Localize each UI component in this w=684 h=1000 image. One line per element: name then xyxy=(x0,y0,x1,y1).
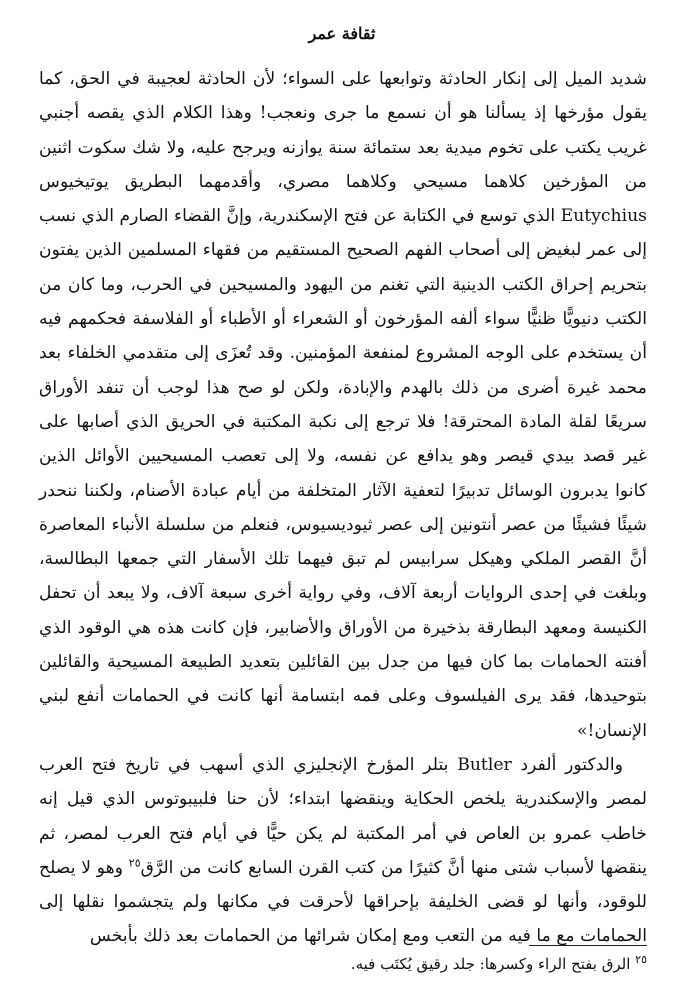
footnote-text: الرق بفتح الراء وكسرها: جلد رقيق يُكتَب فيه. xyxy=(350,955,636,973)
paragraph-1: شديد الميل إلى إنكار الحادثة وتوابعها على السواء؛ لأن الحادثة لعجيبة في الحق، كما يقول مؤرخها إذ يسألنا هو أن نسمع ما جرى ونعجب! وهذا الكلام الذي يقصه أجنبي غريب يكتب على تخوم ميدية بعد ستمائة سنة يوازنه ويرجح عليه، ولا شك سكوت اثنين من المؤرخين كلاهما مسيحي وكلاهما مصري، وأقدمهما البطريق يوتيخيوس Eutychius الذي توسع في الكتابة عن فتح الإسكندرية، وإنَّ القضاء الصارم الذي نسب إلى عمر لبغيض إلى أصحاب الفهم الصحيح المستقيم من فقهاء المسلمين الذين يفتون بتحريم إحراق الكتب الدينية التي تغنم من اليهود والمسيحين في الحرب، وما كان من الكتب دنيويًّا ظنيًّا سواء ألفه المؤرخون أو الشعراء أو الأطباء أو الفلاسفة فحكمهم فيه أن يستخدم على الوجه المشروع لمنفعة المؤمنين. وقد تُعزَى إلى متقدمي الخلفاء بعد محمد غيرة أضرى من ذلك بالهدم والإبادة، ولكن لو صح هذا لوجب أن تنفد الأوراق سريعًا لقلة المادة المحترقة! فلا ترجع إلى نكبة المكتبة في الحريق الذي أصابها على غير قصد بيدي قيصر وهو يدافع عن نفسه، ولا إلى تعصب المسيحيين الأوائل الذين كانوا يدبرون الوسائل تدبيرًا لتعفية الآثار المتخلفة من أيام عبادة الأصنام، ولكننا ننحدر شيئًا فشيئًا من عصر أنتونين إلى عصر ثيوديسيوس، فنعلم من سلسلة الأنباء المعاصرة أنَّ القصر الملكي وهيكل سرابيس لم تبق فيهما تلك الأسفار التي جمعها البطالسة، وبلغت في إحدى الروايات أربعة آلاف، وفي رواية أخرى سبعة آلاف، ولا يبعد أن تحفل الكنيسة ومعهد البطارقة بذخيرة من الأوراق والأضابير، فإن كانت هذه هي الوقود الذي أفنته الحمامات بما كان فيها من جدل بين القائلين بتعديد الطبيعة المسيحية والقائلين بتوحيدها، فقد يرى الفيلسوف وعلى فمه ابتسامة أنها كانت في الحمامات أنفع لبني الإنسان!» xyxy=(39,69,647,741)
footnote xyxy=(39,953,647,975)
footnote-reference: ٢٥ xyxy=(128,856,141,870)
main-text xyxy=(39,62,647,954)
paragraph-2-text-end: وهو لا يصلح للوقود، وأنها لو قضى الخليفة بإحراقها لأحرقت في مكانها ولم يتجشموا نقلها إلى الحمامات مع ما فيه من التعب ومع إمكان شرائها من الحمامات بعد ذلك بأبخس xyxy=(39,857,647,947)
paragraph-2 xyxy=(39,748,647,954)
footnote-number: ٢٥ xyxy=(635,953,647,966)
running-head-title: ثقافة عمر xyxy=(308,24,376,43)
paragraph-2-text-start: والدكتور ألفرد Butler بتلر المؤرخ الإنجليزي الذي أسهب في تاريخ فتح العرب لمصر والإسكندرية يلخص الحكاية وينقضها ابتداء؛ لأن حنا فلبيبوتوس الذي قيل إنه خاطب عمرو بن العاص في أمر المكتبة لم يكن حيًّا في أيام فتح العرب لمصر، ثم ينقضها لأسباب شتى منها أنَّ كثيرًا من كتب القرن السابع كانت من الرَّق xyxy=(39,754,647,878)
footnote-separator xyxy=(529,945,647,946)
